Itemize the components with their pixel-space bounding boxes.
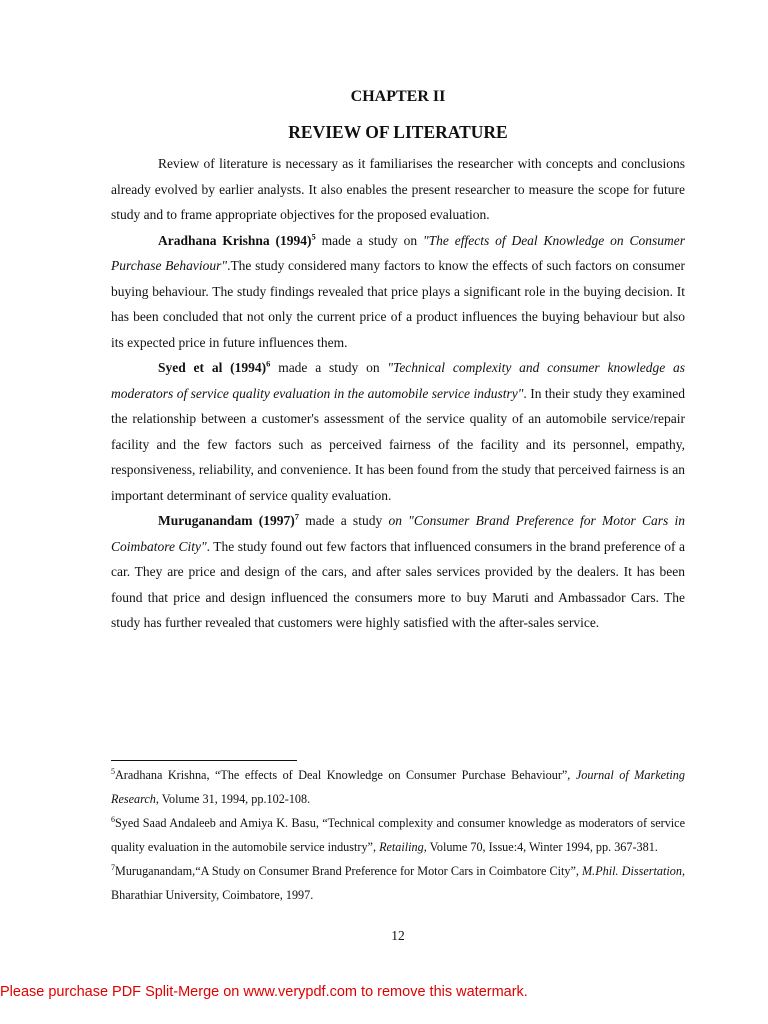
footnote-text: Aradhana Krishna, “The effects of Deal Knowledge on Consumer Purchase Behaviour”, <box>115 768 576 782</box>
review-author: Syed et al (1994) <box>158 360 267 375</box>
footnote-ref: 5 <box>311 231 316 241</box>
review-author: Aradhana Krishna (1994) <box>158 232 312 248</box>
review-author: Muruganandam (1997) <box>158 513 295 528</box>
intro-paragraph: Review of literature is necessary as it familiarises the researcher with concepts and conclusions already evolved by earlier analysts. It also enables the present researcher to measure the scope for future study and to frame appropriate objectives for the proposed evaluation. <box>111 156 685 222</box>
footnote-tail: Volume 70, Issue:4, Winter 1994, pp. 367-381. <box>426 840 658 854</box>
footnote-journal: Journal of Marketing Research <box>111 768 685 806</box>
footnotes <box>111 763 685 907</box>
footnote-journal: Retailing, <box>379 840 427 854</box>
review-lead: made a study on <box>315 232 423 248</box>
review-text: . In their study they examined the relationship between a customer's assessment of the service quality of an automobile service/repair facility and the few factors such as perceived fairness of the facility and its personnel, empathy, responsiveness, reliability, and convenience. It has been found from the study that perceived fairness is an important determinant of service quality evaluation. <box>111 385 685 503</box>
review-lead: made a study <box>299 513 389 528</box>
footnote <box>111 811 685 859</box>
footnote-number: 7 <box>111 862 115 872</box>
watermark-text: Please purchase PDF Split-Merge on www.verypdf.com to remove this watermark. <box>0 984 528 1000</box>
chapter-title: REVIEW OF LITERATURE <box>288 122 508 142</box>
footnote-ref: 7 <box>294 511 299 522</box>
footnote-text: Muruganandam,“A Study on Consumer Brand Preference for Motor Cars in Coimbatore City”, <box>115 864 583 878</box>
footnote-tail: , Volume 31, 1994, pp.102-108. <box>155 792 311 806</box>
review-text: . The study found out few factors that influenced consumers in the brand preference of a car. They are price and design of the cars, and after sales services provided by the dealers. It has been found that price and design influenced the consumers more to buy Maruti and Ambassador Cars. The study has further revealed that customers were highly satisfied with the after-sales service. <box>111 538 685 630</box>
review-study-title: "The effects of Deal Knowledge on Consumer Purchase Behaviour" <box>111 232 685 273</box>
review-paragraph <box>111 508 685 636</box>
review-paragraph <box>111 228 685 356</box>
footnote-number: 5 <box>111 766 115 776</box>
footnote-divider <box>111 760 297 761</box>
footnote-tail: Bharathiar University, Coimbatore, 1997. <box>111 888 314 902</box>
review-study-title: on "Consumer Brand Preference for Motor Cars in Coimbatore City" <box>111 513 685 554</box>
footnote-text: Syed Saad Andaleeb and Amiya K. Basu, “Technical complexity and consumer knowledge as moderators of service quality evaluation in the automobile service industry”, <box>111 816 685 854</box>
body-text <box>111 151 685 636</box>
footnote-journal: M.Phil. Dissertation, <box>582 864 685 878</box>
chapter-number: CHAPTER II <box>350 88 446 105</box>
review-study-title: "Technical complexity and consumer knowledge as moderators of service quality evaluation in the automobile service industry" <box>111 360 685 401</box>
review-lead: made a study on <box>270 360 388 375</box>
footnote <box>111 859 685 907</box>
footnote <box>111 763 685 811</box>
review-paragraph <box>111 355 685 508</box>
footnote-number: 6 <box>111 814 115 824</box>
page-number: 12 <box>391 928 405 943</box>
footnote-ref: 6 <box>266 358 271 369</box>
review-text: .The study considered many factors to know the effects of such factors on consumer buying behaviour. The study findings revealed that price plays a significant role in the buying decision. It has been concluded that not only the current price of a product influences the buying behaviour but also its expected price in future influences them. <box>111 258 685 350</box>
